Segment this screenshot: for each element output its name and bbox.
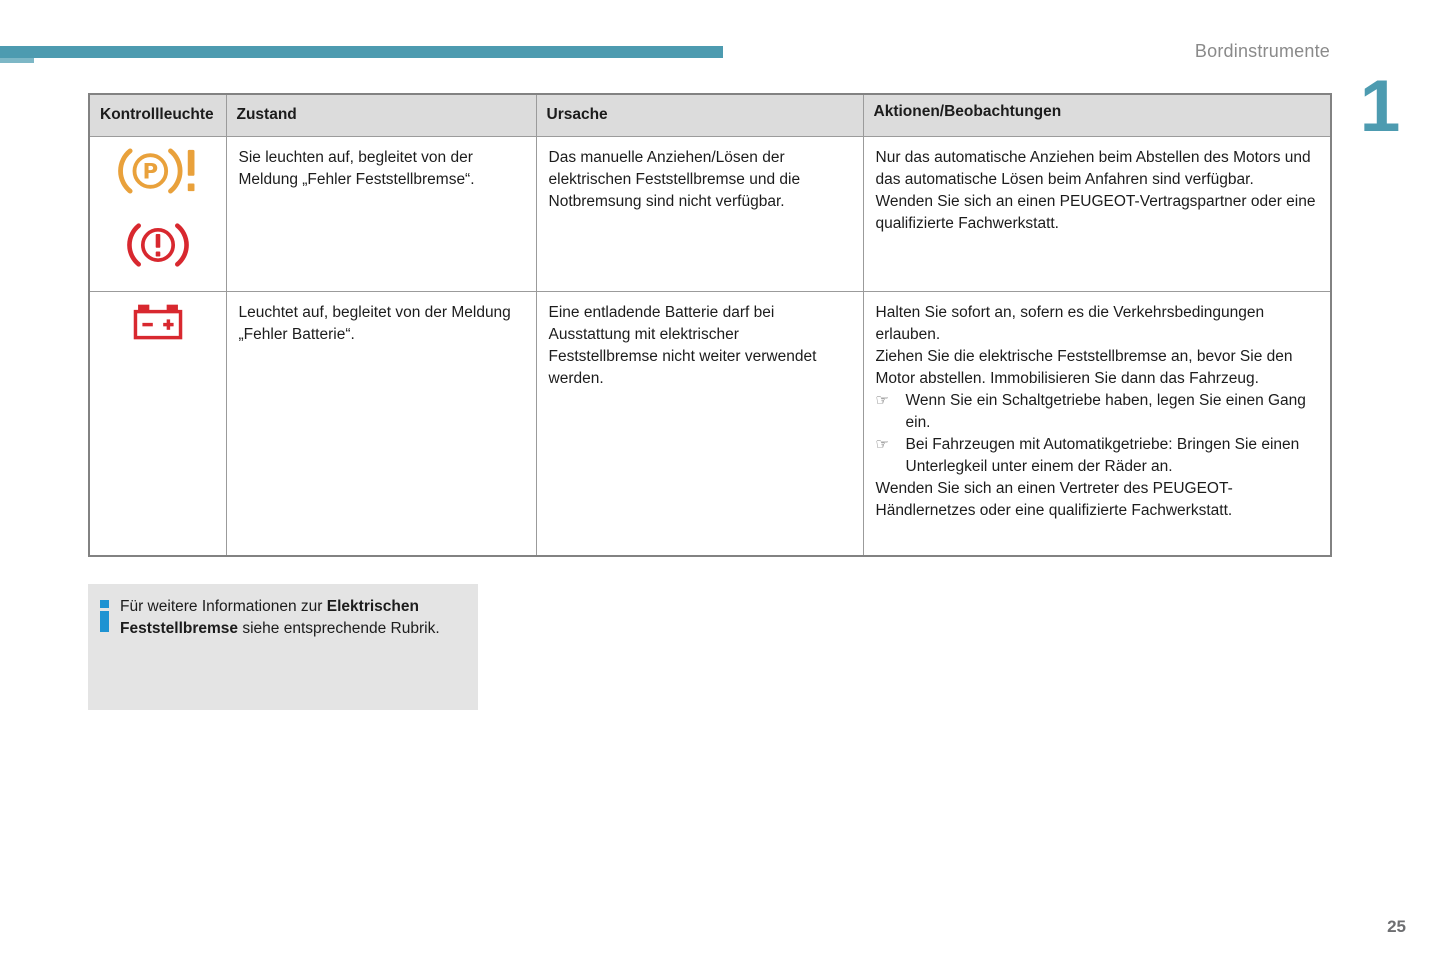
teal-accent-bar (0, 46, 723, 58)
column-header-ursache: Ursache (536, 94, 863, 136)
zustand-cell (226, 136, 536, 291)
aktionen-paragraph: Ziehen Sie die elektrische Feststellbremse an, bevor Sie den Motor abstellen. Immobilisieren Sie dann das Fahrzeug. (875, 347, 1293, 387)
chapter-number-tab: 1 (1359, 66, 1401, 147)
info-text-bold: Elektrischen Feststellbremse (120, 598, 419, 637)
aktionen-bullet-text: Wenn Sie ein Schaltgetriebe haben, legen Sie einen Gang ein. (905, 391, 1306, 431)
ursache-cell (536, 136, 863, 291)
table-row (89, 136, 1331, 291)
pointing-hand-icon: ☞ (875, 435, 889, 453)
zustand-text: Leuchtet auf, begleitet von der Meldung „Fehler Batterie“. (238, 303, 511, 343)
battery-warning-icon (132, 302, 184, 349)
aktionen-paragraph: Halten Sie sofort an, sofern es die Verkehrsbedingungen erlauben. (875, 303, 1265, 343)
aktionen-cell (863, 291, 1331, 556)
info-box (88, 584, 478, 710)
warning-light-cell (89, 136, 226, 291)
warning-lights-table (88, 93, 1332, 557)
info-text-suffix: siehe entsprechende Rubrik. (238, 620, 440, 637)
aktionen-bullet-text: Bei Fahrzeugen mit Automatikgetriebe: Bringen Sie einen Unterlegkeil unter einem der Räder an. (905, 435, 1300, 475)
aktionen-paragraph: Wenden Sie sich an einen Vertreter des PEUGEOT-Händlernetzes oder eine qualifizierte Fachwerkstatt. (875, 479, 1233, 519)
warning-light-cell (89, 291, 226, 556)
aktionen-paragraph: Wenden Sie sich an einen PEUGEOT-Vertragspartner oder eine qualifizierte Fachwerkstatt. (875, 192, 1316, 232)
column-header-aktionen: Aktionen/Beobachtungen (863, 94, 1331, 136)
info-icon (100, 600, 109, 698)
table-row (89, 291, 1331, 556)
page-header-title: Bordinstrumente (1194, 41, 1330, 61)
pointing-hand-icon: ☞ (875, 391, 889, 409)
svg-text:P: P (142, 158, 158, 184)
column-header-zustand: Zustand (226, 94, 536, 136)
ursache-text: Das manuelle Anziehen/Lösen der elektrischen Feststellbremse und die Notbremsung sind nicht verfügbar. (548, 148, 801, 210)
aktionen-cell (863, 136, 1331, 291)
column-header-kontrollleuchte: Kontrollleuchte (89, 94, 226, 136)
brake-warning-icon (123, 222, 193, 275)
page-number: 25 (1387, 917, 1406, 936)
info-text-prefix: Für weitere Informationen zur (120, 598, 327, 615)
parking-brake-fault-icon (115, 147, 201, 202)
ursache-cell (536, 291, 863, 556)
ursache-text: Eine entladende Batterie darf bei Ausstattung mit elektrischer Feststellbremse nicht weiter verwendet werden. (548, 303, 817, 387)
table-header-row (89, 94, 1331, 136)
zustand-text: Sie leuchten auf, begleitet von der Meldung „Fehler Feststellbremse“. (238, 148, 475, 188)
aktionen-bullet-item (876, 390, 1319, 434)
aktionen-paragraph: Nur das automatische Anziehen beim Abstellen des Motors und das automatische Lösen beim Anfahren sind verfügbar. (875, 148, 1311, 188)
aktionen-bullet-item (876, 434, 1319, 478)
info-box-text (120, 596, 464, 698)
zustand-cell (226, 291, 536, 556)
